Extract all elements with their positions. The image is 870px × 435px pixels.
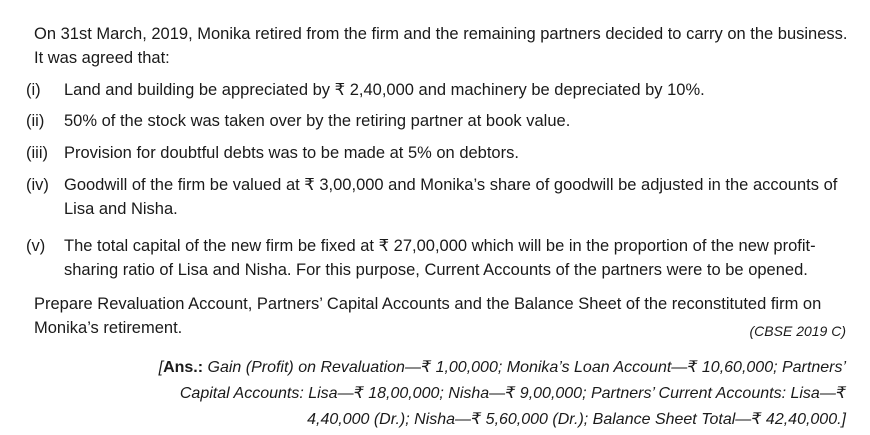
- item-text: Goodwill of the firm be valued at ₹ 3,00,000 and Monika’s share of goodwill be adjusted in the accounts of Lisa and Nisha.: [64, 176, 838, 218]
- item-text: Land and building be appreciated by ₹ 2,40,000 and machinery be depreciated by 10%.: [64, 81, 705, 99]
- question-instruction: Prepare Revaluation Account, Partners’ Capital Accounts and the Balance Sheet of the reconstituted firm on Monika’s retirement.: [34, 295, 822, 337]
- item-number: (v): [26, 237, 46, 255]
- item-number: (iv): [26, 176, 49, 194]
- question-intro: On 31st March, 2019, Monika retired from the firm and the remaining partners decided to carry on the business. It was agreed that:: [34, 25, 848, 67]
- item-number: (ii): [26, 112, 45, 130]
- item-number: (i): [26, 81, 41, 99]
- item-text: 50% of the stock was taken over by the retiring partner at book value.: [64, 112, 571, 130]
- answer-block: [126, 355, 846, 433]
- item-text: The total capital of the new firm be fixed at ₹ 27,00,000 which will be in the proportion of the new profit-sharing ratio of Lisa and Nisha. For this purpose, Current Accounts of the partners were to be opened.: [64, 237, 816, 279]
- item-number: (iii): [26, 144, 48, 162]
- item-text: Provision for doubtful debts was to be made at 5% on debtors.: [64, 144, 519, 162]
- answer-text: Gain (Profit) on Revaluation—₹ 1,00,000; Monika’s Loan Account—₹ 10,60,000; Partners’ Capital Accounts: Lisa—₹ 18,00,000; Nisha—₹ 9,00,000; Partners’ Current Accounts: Lisa—₹ 4,40,000 (Dr.); Nisha—₹ 5,60,000 (Dr.); Balance Sheet Total—₹ 42,40,000.]: [179, 359, 846, 428]
- answer-bracket: [: [158, 359, 164, 376]
- answer-label: Ans.:: [163, 359, 204, 376]
- source-reference: (CBSE 2019 C): [749, 323, 846, 339]
